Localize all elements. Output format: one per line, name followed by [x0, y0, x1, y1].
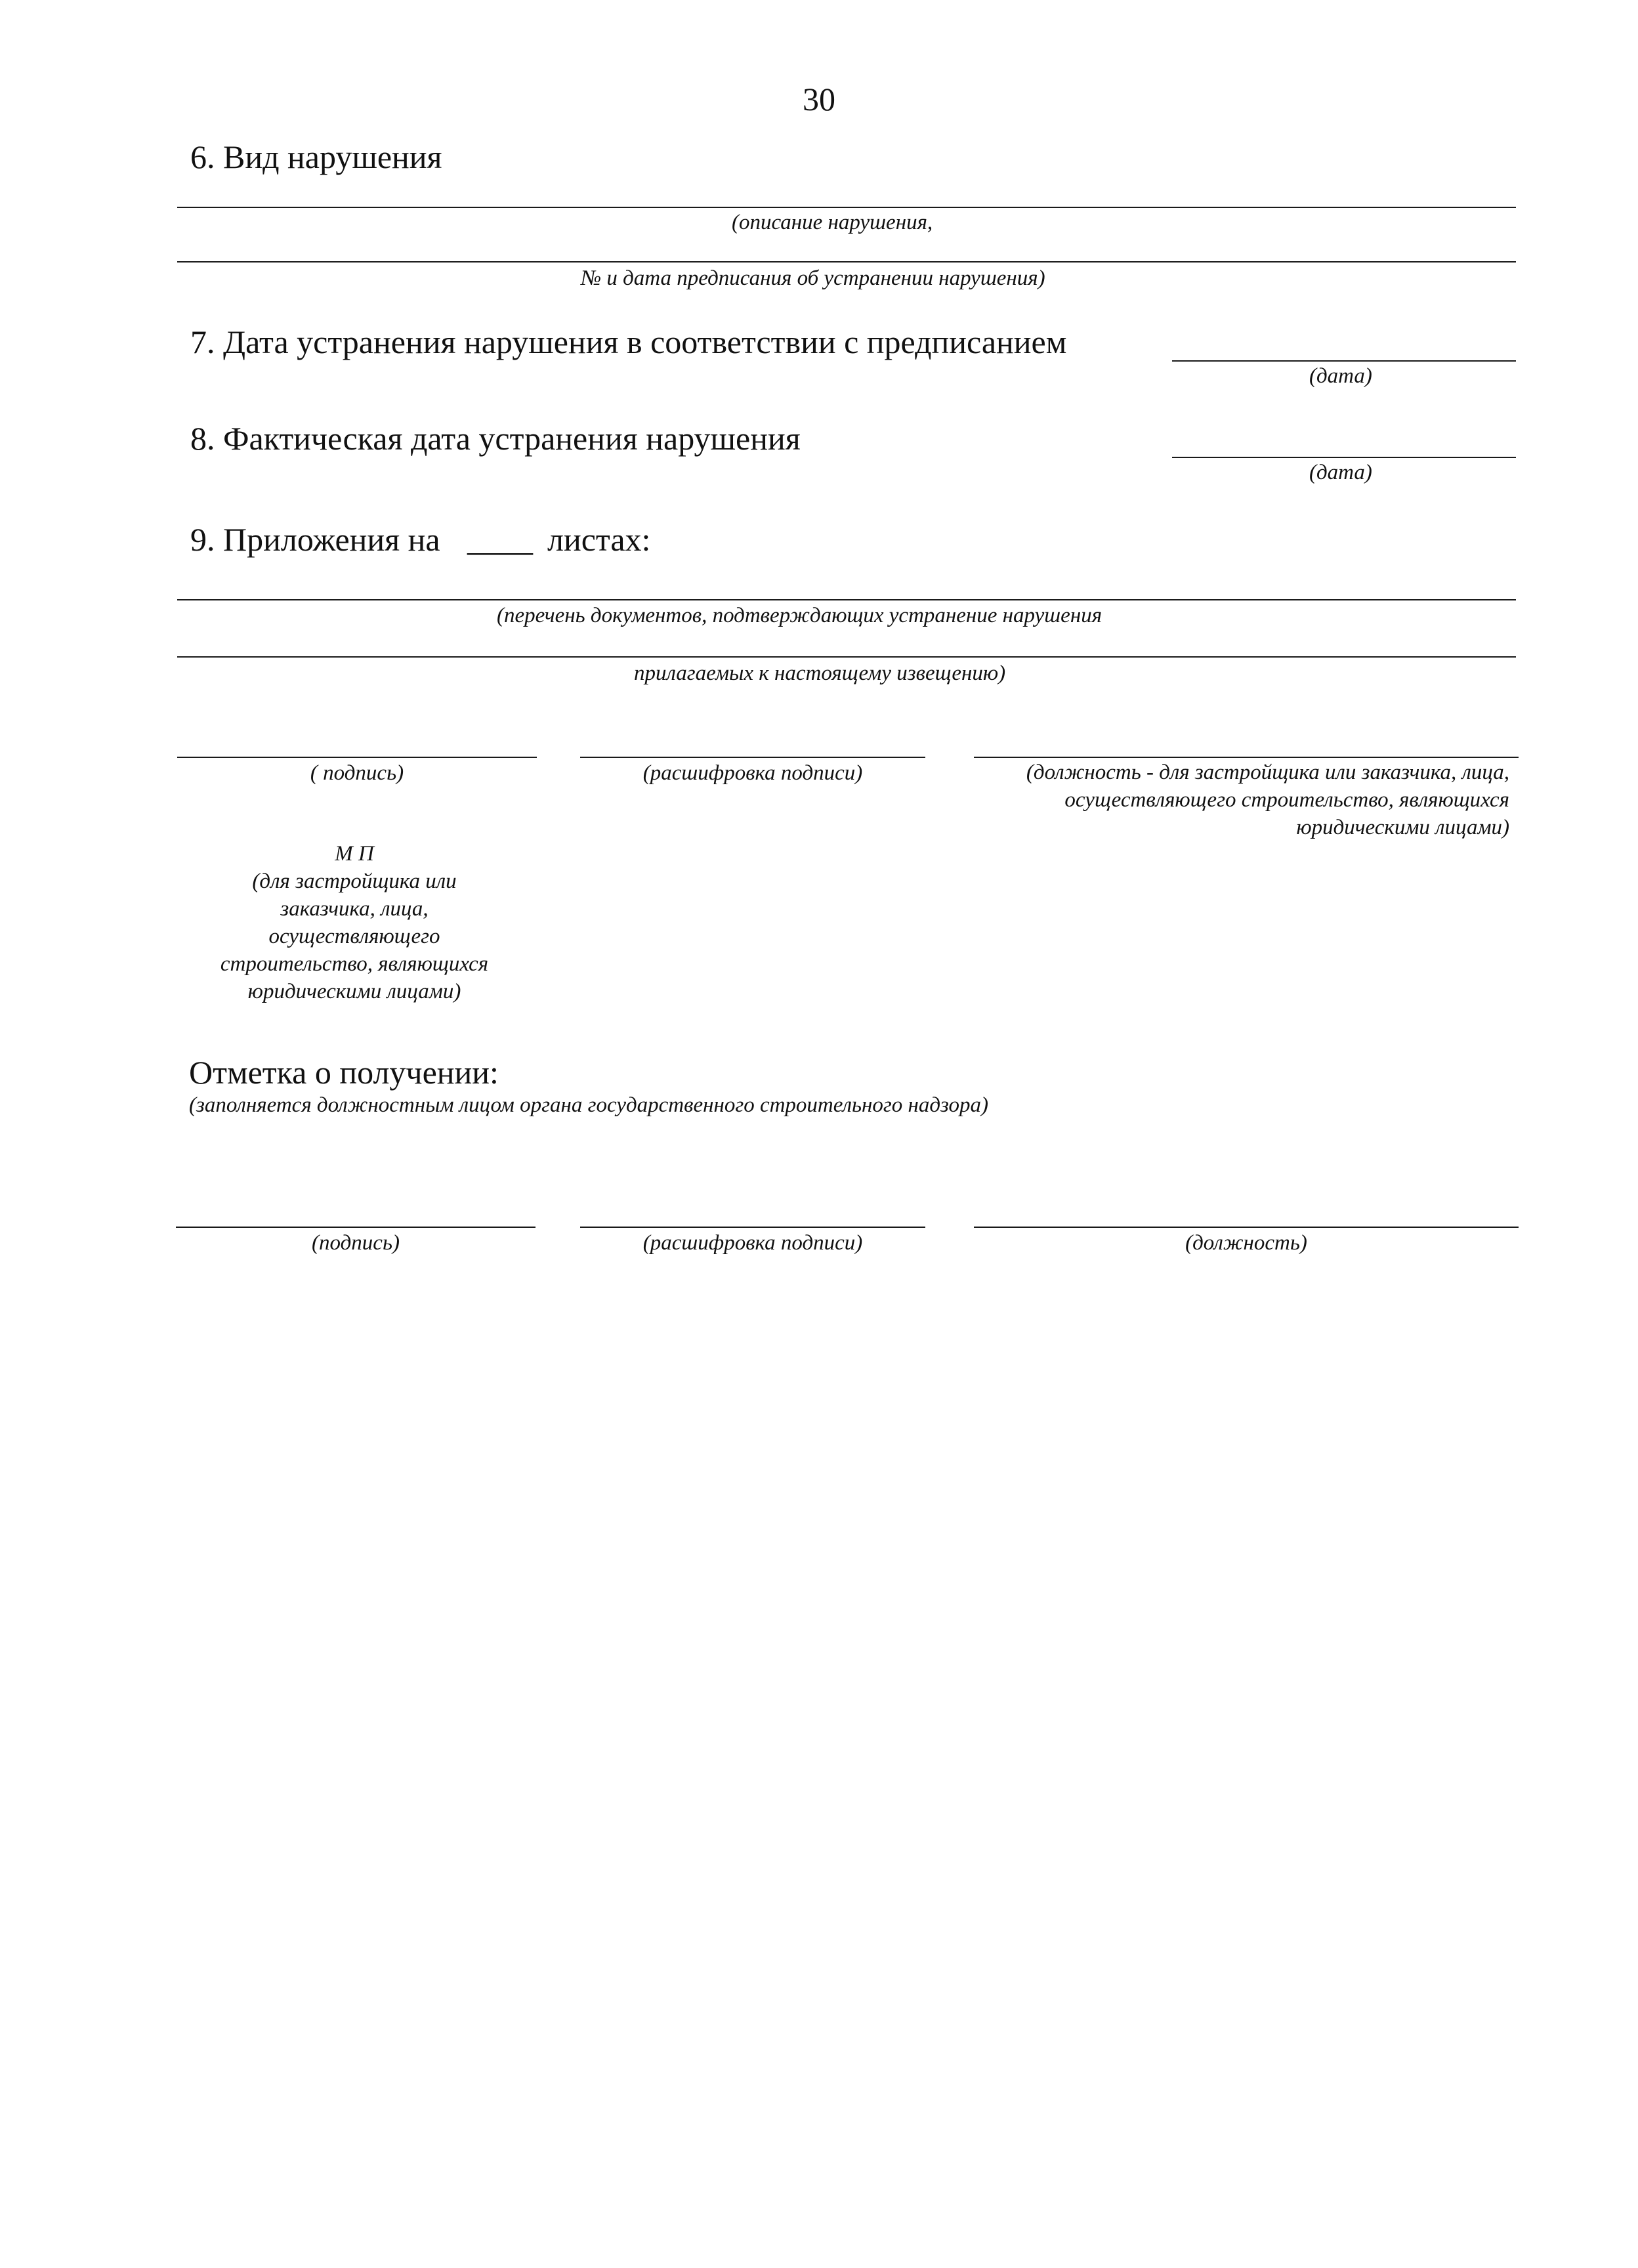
stamp-label: М П: [335, 842, 374, 866]
applicant-signature-decoding-line[interactable]: [580, 757, 925, 758]
stamp-note-line-2: заказчика, лица,: [280, 897, 429, 921]
documents-list-line-1[interactable]: [177, 599, 1516, 600]
receipt-position-line[interactable]: [974, 1227, 1519, 1228]
section-6-title: 6. Вид нарушения: [190, 138, 442, 175]
order-number-date-line[interactable]: [177, 261, 1516, 262]
documents-list-caption-2: прилагаемых к настоящему извещению): [634, 662, 1006, 685]
stamp-note-line-1: (для застройщика или: [252, 870, 457, 893]
position-caption-line-3: юридическими лицами): [1296, 816, 1509, 839]
section-8-title: 8. Фактическая дата устранения нарушения: [190, 420, 801, 457]
position-caption-line-2: осуществляющего строительство, являющихся: [1064, 788, 1509, 812]
order-number-date-caption: № и дата предписания об устранении нарушения): [581, 266, 1045, 290]
section-7-title: 7. Дата устранения нарушения в соответствии с предписанием: [190, 324, 1067, 360]
stamp-note-line-5: юридическими лицами): [247, 980, 461, 1003]
applicant-signature-decoding-caption: (расшифровка подписи): [642, 761, 863, 785]
receipt-signature-decoding-caption: (расшифровка подписи): [642, 1231, 863, 1255]
applicant-signature-caption: ( подпись): [310, 761, 404, 785]
receipt-signature-caption: (подпись): [312, 1231, 400, 1255]
receipt-note: (заполняется должностным лицом органа государственного строительного надзора): [189, 1093, 988, 1117]
elimination-date-caption: (дата): [1309, 364, 1372, 388]
applicant-position-caption: [932, 759, 1509, 841]
section-9-title-prefix: 9. Приложения на: [190, 521, 440, 558]
applicant-position-line[interactable]: [974, 757, 1519, 758]
receipt-signature-line[interactable]: [176, 1227, 536, 1228]
documents-list-caption-1: (перечень документов, подтверждающих устранение нарушения: [497, 604, 1102, 627]
violation-description-line[interactable]: [177, 207, 1516, 208]
page-number: 30: [803, 81, 835, 117]
violation-description-caption: (описание нарушения,: [732, 211, 933, 234]
position-caption-line-1: (должность - для застройщика или заказчика, лица,: [1026, 761, 1509, 784]
receipt-title: Отметка о получении:: [189, 1054, 499, 1091]
receipt-signature-decoding-line[interactable]: [580, 1227, 925, 1228]
stamp-placeholder: [190, 840, 518, 1005]
sheets-count-field[interactable]: ____: [467, 521, 533, 558]
receipt-position-caption: (должность): [1185, 1231, 1307, 1255]
actual-elimination-date-caption: (дата): [1309, 461, 1372, 484]
section-9-title-suffix: листах:: [547, 521, 651, 558]
actual-elimination-date-field[interactable]: [1172, 457, 1516, 458]
elimination-date-field[interactable]: [1172, 360, 1516, 362]
documents-list-line-2[interactable]: [177, 656, 1516, 658]
stamp-note-line-4: строительство, являющихся: [220, 952, 489, 976]
applicant-signature-line[interactable]: [177, 757, 537, 758]
stamp-note-line-3: осуществляющего: [268, 925, 440, 948]
